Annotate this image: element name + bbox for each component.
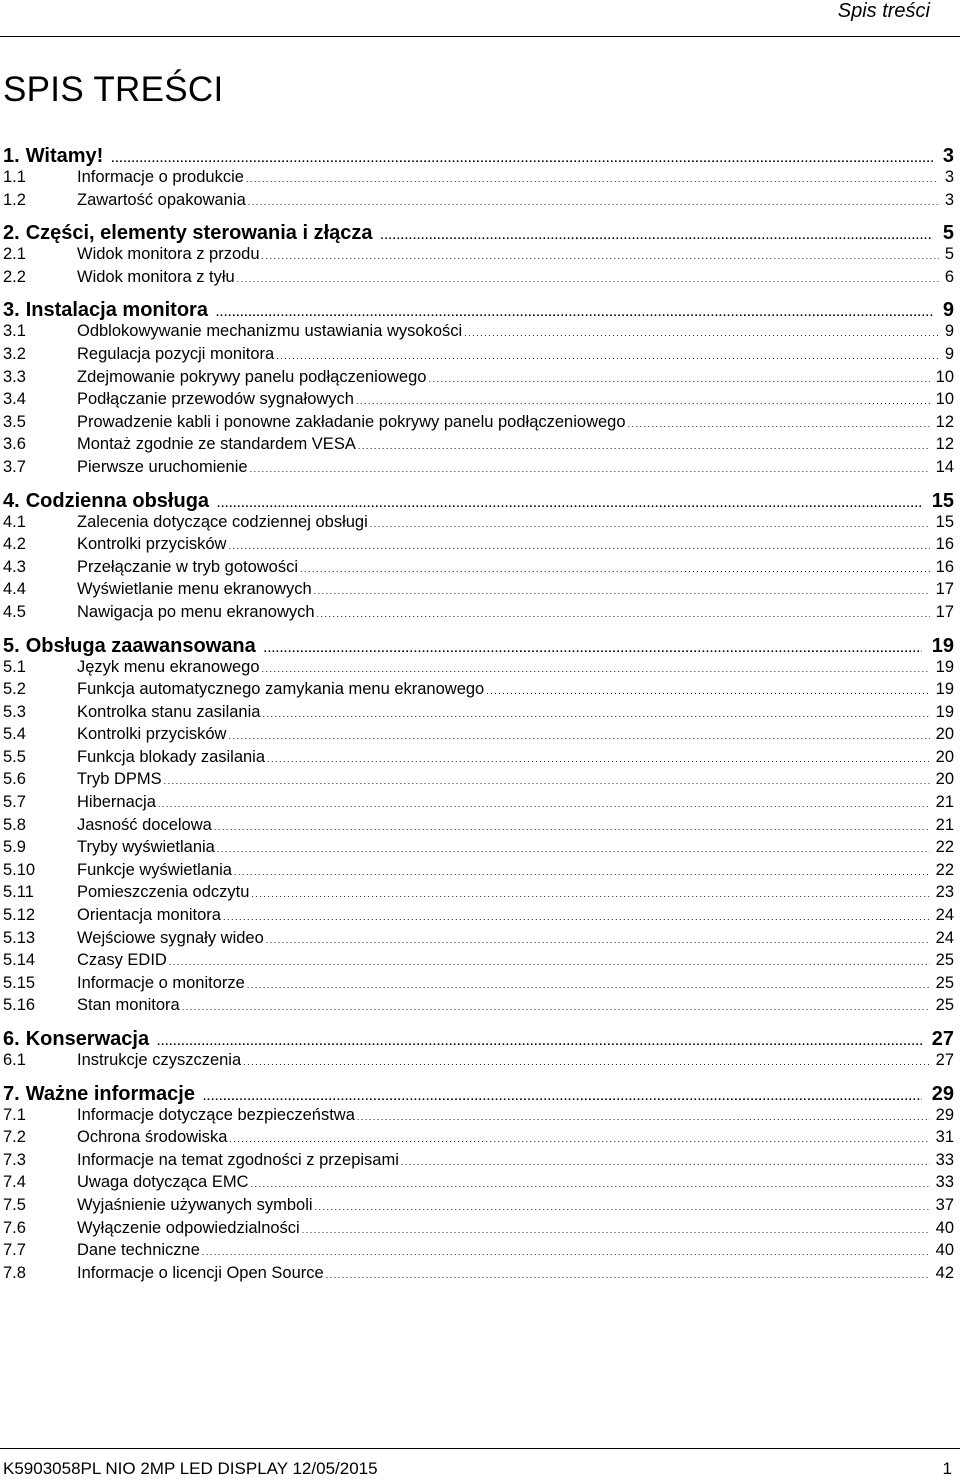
dot-leader [234, 867, 930, 877]
toc-entry-link[interactable] [3, 322, 954, 345]
toc-entry-link[interactable] [3, 883, 954, 906]
dot-leader [182, 1002, 930, 1012]
toc-entry-link[interactable] [3, 435, 954, 458]
entry-page-number: 17 [935, 580, 954, 599]
dot-leader [250, 464, 930, 474]
entry-page-number: 40 [935, 1218, 954, 1237]
entry-number: 7.8 [3, 1263, 26, 1282]
entry-title: Pomieszczenia odczytu [77, 883, 250, 902]
chapter-number: 6. [3, 1028, 20, 1050]
entry-number: 1.2 [3, 190, 26, 209]
footer-page-number: 1 [942, 1459, 952, 1478]
toc-entry-link[interactable] [3, 929, 954, 952]
entry-number: 5.3 [3, 702, 26, 721]
entry-page-number: 3 [944, 168, 954, 186]
entry-page-number: 42 [935, 1263, 954, 1282]
entry-page-number: 16 [935, 535, 954, 554]
entry-title: Montaż zgodnie ze standardem VESA [77, 435, 356, 454]
toc-entry-link[interactable] [3, 725, 954, 748]
entry-page-number: 20 [935, 747, 954, 766]
entry-page-number: 19 [935, 657, 954, 676]
toc-entry-link[interactable] [3, 368, 954, 391]
entry-title: Informacje dotyczące bezpieczeństwa [77, 1105, 355, 1124]
entry-page-number: 10 [935, 367, 954, 386]
entry-title: Informacje na temat zgodności z przepisami [77, 1150, 399, 1169]
entry-page-number: 10 [935, 390, 954, 409]
entry-number: 7.1 [3, 1105, 26, 1124]
entry-title: Widok monitora z przodu [77, 245, 260, 264]
toc-entry-link[interactable] [3, 951, 954, 974]
entry-title: Dane techniczne [77, 1241, 200, 1260]
entry-title: Pierwsze uruchomienie [77, 457, 248, 476]
chapter-page-number: 9 [942, 299, 954, 322]
entry-page-number: 19 [935, 680, 954, 699]
toc-entry-link[interactable] [3, 558, 954, 581]
entry-number: 4.1 [3, 512, 26, 531]
entry-number: 5.8 [3, 815, 26, 834]
entry-number: 3.2 [3, 344, 26, 363]
entry-page-number: 15 [935, 512, 954, 531]
chapter-number: 1. [3, 145, 20, 167]
dot-leader [157, 1036, 922, 1048]
toc-entry-link[interactable] [3, 1219, 954, 1242]
entry-title: Regulacja pozycji monitora [77, 344, 275, 363]
entry-number: 3.7 [3, 457, 26, 476]
entry-title: Orientacja monitora [77, 906, 221, 925]
dot-leader [262, 251, 939, 261]
toc-entry-link[interactable] [3, 1173, 954, 1196]
toc-entry-link[interactable] [3, 390, 954, 413]
entry-title: Wyłączenie odpowiedzialności [77, 1218, 300, 1237]
entry-page-number: 33 [935, 1173, 954, 1192]
dot-leader [214, 822, 930, 832]
entry-number: 7.4 [3, 1173, 26, 1192]
entry-title: Informacje o produkcie [77, 168, 244, 186]
chapter-title: Codzienna obsługa [25, 489, 210, 512]
dot-leader [217, 844, 930, 854]
entry-page-number: 21 [935, 793, 954, 812]
entry-page-number: 25 [935, 996, 954, 1015]
entry-page-number: 12 [935, 435, 954, 454]
toc-entry-link[interactable] [3, 793, 954, 816]
toc-entry-link[interactable] [3, 680, 954, 703]
entry-title: Wyświetlanie menu ekranowych [77, 580, 312, 599]
entry-title: Podłączanie przewodów sygnałowych [77, 390, 354, 409]
chapter-number: 5. [3, 634, 20, 657]
entry-title: Uwaga dotycząca EMC [77, 1173, 249, 1192]
entry-page-number: 20 [935, 725, 954, 744]
toc-entry-link[interactable] [3, 1241, 954, 1264]
entry-title: Ochrona środowiska [77, 1128, 228, 1147]
chapter-page-number: 27 [931, 1028, 954, 1050]
dot-leader [326, 1270, 930, 1280]
entry-number: 5.12 [3, 906, 36, 925]
entry-number: 7.6 [3, 1218, 26, 1237]
toc-entry-link[interactable] [3, 245, 954, 268]
toc-entry-link[interactable] [3, 413, 954, 436]
footer-document-id: K5903058PL NIO 2MP LED DISPLAY 12/05/2015 [3, 1459, 378, 1478]
entry-title: Instrukcje czyszczenia [77, 1051, 242, 1069]
toc-chapter-link[interactable] [3, 635, 954, 658]
entry-number: 5.16 [3, 996, 36, 1015]
entry-page-number: 19 [935, 702, 954, 721]
toc-entry-link[interactable] [3, 458, 954, 481]
toc-entry-link[interactable] [3, 1128, 954, 1151]
dot-leader [401, 1157, 930, 1167]
toc-entry-link[interactable] [3, 1151, 954, 1174]
entry-page-number: 12 [935, 412, 954, 431]
toc-entry-link[interactable] [3, 191, 954, 214]
entry-number: 5.10 [3, 860, 36, 879]
dot-leader [464, 328, 939, 338]
entry-page-number: 9 [944, 322, 954, 341]
entry-title: Tryb DPMS [77, 770, 162, 789]
entry-title: Funkcja automatycznego zamykania menu ekranowego [77, 680, 485, 699]
chapter-title: Witamy! [25, 145, 104, 167]
toc-entry-link[interactable] [3, 861, 954, 884]
toc-chapter-link[interactable] [3, 299, 954, 322]
entry-number: 7.5 [3, 1195, 26, 1214]
entry-page-number: 6 [944, 267, 954, 286]
entry-title: Odblokowywanie mechanizmu ustawiania wysokości [77, 322, 463, 341]
dot-leader [276, 351, 939, 361]
toc-entry-link[interactable] [3, 580, 954, 603]
toc-entry-link[interactable] [3, 535, 954, 558]
chapter-title: Ważne informacje [25, 1082, 195, 1105]
entry-number: 5.14 [3, 951, 36, 970]
entry-title: Prowadzenie kabli i ponowne zakładanie pokrywy panelu podłączeniowego [77, 412, 626, 431]
dot-leader [164, 776, 930, 786]
dot-leader [317, 609, 930, 619]
entry-number: 3.4 [3, 390, 26, 409]
dot-leader [266, 935, 930, 945]
toc-entry-link[interactable] [3, 703, 954, 726]
entry-page-number: 20 [935, 770, 954, 789]
entry-title: Wejściowe sygnały wideo [77, 928, 264, 947]
chapter-number: 7. [3, 1082, 20, 1105]
entry-page-number: 23 [935, 883, 954, 902]
dot-leader [251, 889, 929, 899]
entry-title: Jasność docelowa [77, 815, 212, 834]
toc-entry-link[interactable] [3, 345, 954, 368]
toc-entry-link[interactable] [3, 1196, 954, 1219]
entry-page-number: 5 [944, 245, 954, 264]
toc-chapter-link[interactable] [3, 145, 954, 168]
entry-page-number: 14 [935, 457, 954, 476]
entry-page-number: 25 [935, 951, 954, 970]
entry-title: Nawigacja po menu ekranowych [77, 602, 315, 621]
header-rule [0, 36, 960, 37]
toc-entry-link[interactable] [3, 658, 954, 681]
chapter-title: Konserwacja [25, 1028, 150, 1050]
entry-title: Język menu ekranowego [77, 657, 260, 676]
entry-page-number: 22 [935, 838, 954, 857]
entry-title: Widok monitora z tyłu [77, 267, 235, 286]
dot-leader [169, 957, 930, 967]
entry-number: 5.15 [3, 973, 36, 992]
entry-number: 5.5 [3, 747, 26, 766]
dot-leader [428, 374, 929, 384]
toc-entry-link[interactable] [3, 816, 954, 839]
entry-page-number: 37 [935, 1195, 954, 1214]
dot-leader [223, 912, 930, 922]
dot-leader [228, 731, 929, 741]
toc-entry-link[interactable] [3, 603, 954, 626]
dot-leader [216, 307, 933, 319]
entry-page-number: 29 [935, 1105, 954, 1124]
dot-leader [357, 1112, 930, 1122]
entry-number: 7.3 [3, 1150, 26, 1169]
dot-leader [486, 686, 929, 696]
chapter-page-number: 29 [931, 1082, 954, 1105]
dot-leader [315, 1202, 930, 1212]
entry-title: Zawartość opakowania [77, 190, 246, 209]
toc-entry-link[interactable] [3, 268, 954, 291]
entry-title: Kontrolka stanu zasilania [77, 702, 261, 721]
dot-leader [358, 441, 930, 451]
entry-page-number: 31 [935, 1128, 954, 1147]
dot-leader [262, 664, 930, 674]
dot-leader [628, 419, 930, 429]
dot-leader [202, 1247, 930, 1257]
entry-number: 3.3 [3, 367, 26, 386]
chapter-number: 3. [3, 299, 20, 322]
entry-title: Informacje o monitorze [77, 973, 245, 992]
dot-leader [111, 153, 933, 165]
dot-leader [370, 519, 930, 529]
entry-title: Zalecenia dotyczące codziennej obsługi [77, 512, 368, 531]
toc-entry-link[interactable] [3, 906, 954, 929]
entry-title: Kontrolki przycisków [77, 535, 227, 554]
dot-leader [229, 1134, 929, 1144]
page-title: SPIS TREŚCI [3, 70, 224, 109]
entry-page-number: 25 [935, 973, 954, 992]
dot-leader [248, 197, 939, 207]
entry-number: 1.1 [3, 168, 26, 186]
chapter-number: 2. [3, 222, 20, 245]
dot-leader [217, 498, 922, 510]
dot-leader [243, 1057, 930, 1067]
dot-leader [158, 799, 930, 809]
entry-number: 3.6 [3, 435, 26, 454]
entry-number: 5.4 [3, 725, 26, 744]
chapter-page-number: 3 [942, 145, 954, 167]
dot-leader [262, 709, 929, 719]
entry-page-number: 33 [935, 1150, 954, 1169]
entry-page-number: 9 [944, 344, 954, 363]
dot-leader [251, 1179, 930, 1189]
toc-chapter-link[interactable] [3, 222, 954, 245]
running-header: Spis treści [837, 0, 930, 22]
dot-leader [246, 174, 939, 184]
dot-leader [203, 1091, 922, 1103]
footer-rule [0, 1448, 960, 1449]
entry-title: Kontrolki przycisków [77, 725, 227, 744]
dot-leader [247, 980, 930, 990]
dot-leader [300, 564, 930, 574]
dot-leader [302, 1225, 930, 1235]
toc-entry-link[interactable] [3, 513, 954, 536]
dot-leader [264, 643, 922, 655]
entry-number: 5.7 [3, 793, 26, 812]
chapter-title: Części, elementy sterowania i złącza [25, 222, 373, 245]
dot-leader [267, 754, 930, 764]
toc-entry-link[interactable] [3, 770, 954, 793]
dot-leader [381, 230, 933, 242]
entry-page-number: 27 [935, 1051, 954, 1069]
entry-number: 5.1 [3, 657, 26, 676]
entry-title: Funkcje wyświetlania [77, 860, 232, 879]
entry-number: 7.7 [3, 1241, 26, 1260]
chapter-page-number: 19 [931, 634, 954, 657]
chapter-title: Obsługa zaawansowana [25, 634, 256, 657]
entry-number: 4.5 [3, 602, 26, 621]
toc-entry-link[interactable] [3, 996, 954, 1019]
dot-leader [314, 586, 930, 596]
toc-entry-link[interactable] [3, 974, 954, 997]
entry-number: 5.9 [3, 838, 26, 857]
chapter-title: Instalacja monitora [25, 299, 208, 322]
toc-entry-link[interactable] [3, 838, 954, 861]
entry-title: Zdejmowanie pokrywy panelu podłączeniowego [77, 367, 427, 386]
entry-title: Czasy EDID [77, 951, 167, 970]
dot-leader [228, 541, 929, 551]
entry-page-number: 24 [935, 906, 954, 925]
entry-number: 5.2 [3, 680, 26, 699]
entry-number: 5.13 [3, 928, 36, 947]
entry-number: 4.2 [3, 535, 26, 554]
entry-page-number: 17 [935, 602, 954, 621]
entry-page-number: 40 [935, 1241, 954, 1260]
toc-entry-link[interactable] [3, 1051, 954, 1074]
toc-entry-link[interactable] [3, 1264, 954, 1287]
chapter-page-number: 15 [931, 489, 954, 512]
entry-number: 2.1 [3, 245, 26, 264]
entry-title: Funkcja blokady zasilania [77, 747, 266, 766]
entry-number: 3.1 [3, 322, 26, 341]
toc-entry-link[interactable] [3, 748, 954, 771]
entry-number: 3.5 [3, 412, 26, 431]
entry-number: 4.4 [3, 580, 26, 599]
chapter-number: 4. [3, 489, 20, 512]
entry-title: Stan monitora [77, 996, 180, 1015]
entry-number: 7.2 [3, 1128, 26, 1147]
toc-chapter-link[interactable] [3, 490, 954, 513]
entry-number: 5.6 [3, 770, 26, 789]
toc-chapter-link[interactable] [3, 1083, 954, 1106]
entry-page-number: 3 [944, 190, 954, 209]
entry-page-number: 21 [935, 815, 954, 834]
entry-page-number: 22 [935, 860, 954, 879]
dot-leader [356, 396, 930, 406]
entry-title: Tryby wyświetlania [77, 838, 215, 857]
entry-page-number: 16 [935, 557, 954, 576]
entry-title: Hibernacja [77, 793, 156, 812]
table-of-contents [3, 145, 954, 1286]
entry-page-number: 24 [935, 928, 954, 947]
toc-chapter-link[interactable] [3, 1028, 954, 1051]
toc-entry-link[interactable] [3, 1106, 954, 1129]
entry-number: 2.2 [3, 267, 26, 286]
toc-entry-link[interactable] [3, 168, 954, 191]
dot-leader [237, 274, 939, 284]
entry-number: 6.1 [3, 1051, 26, 1069]
chapter-page-number: 5 [942, 222, 954, 245]
entry-title: Przełączanie w tryb gotowości [77, 557, 299, 576]
entry-number: 4.3 [3, 557, 26, 576]
entry-title: Wyjaśnienie używanych symboli [77, 1195, 313, 1214]
entry-title: Informacje o licencji Open Source [77, 1263, 324, 1282]
entry-number: 5.11 [3, 883, 34, 902]
